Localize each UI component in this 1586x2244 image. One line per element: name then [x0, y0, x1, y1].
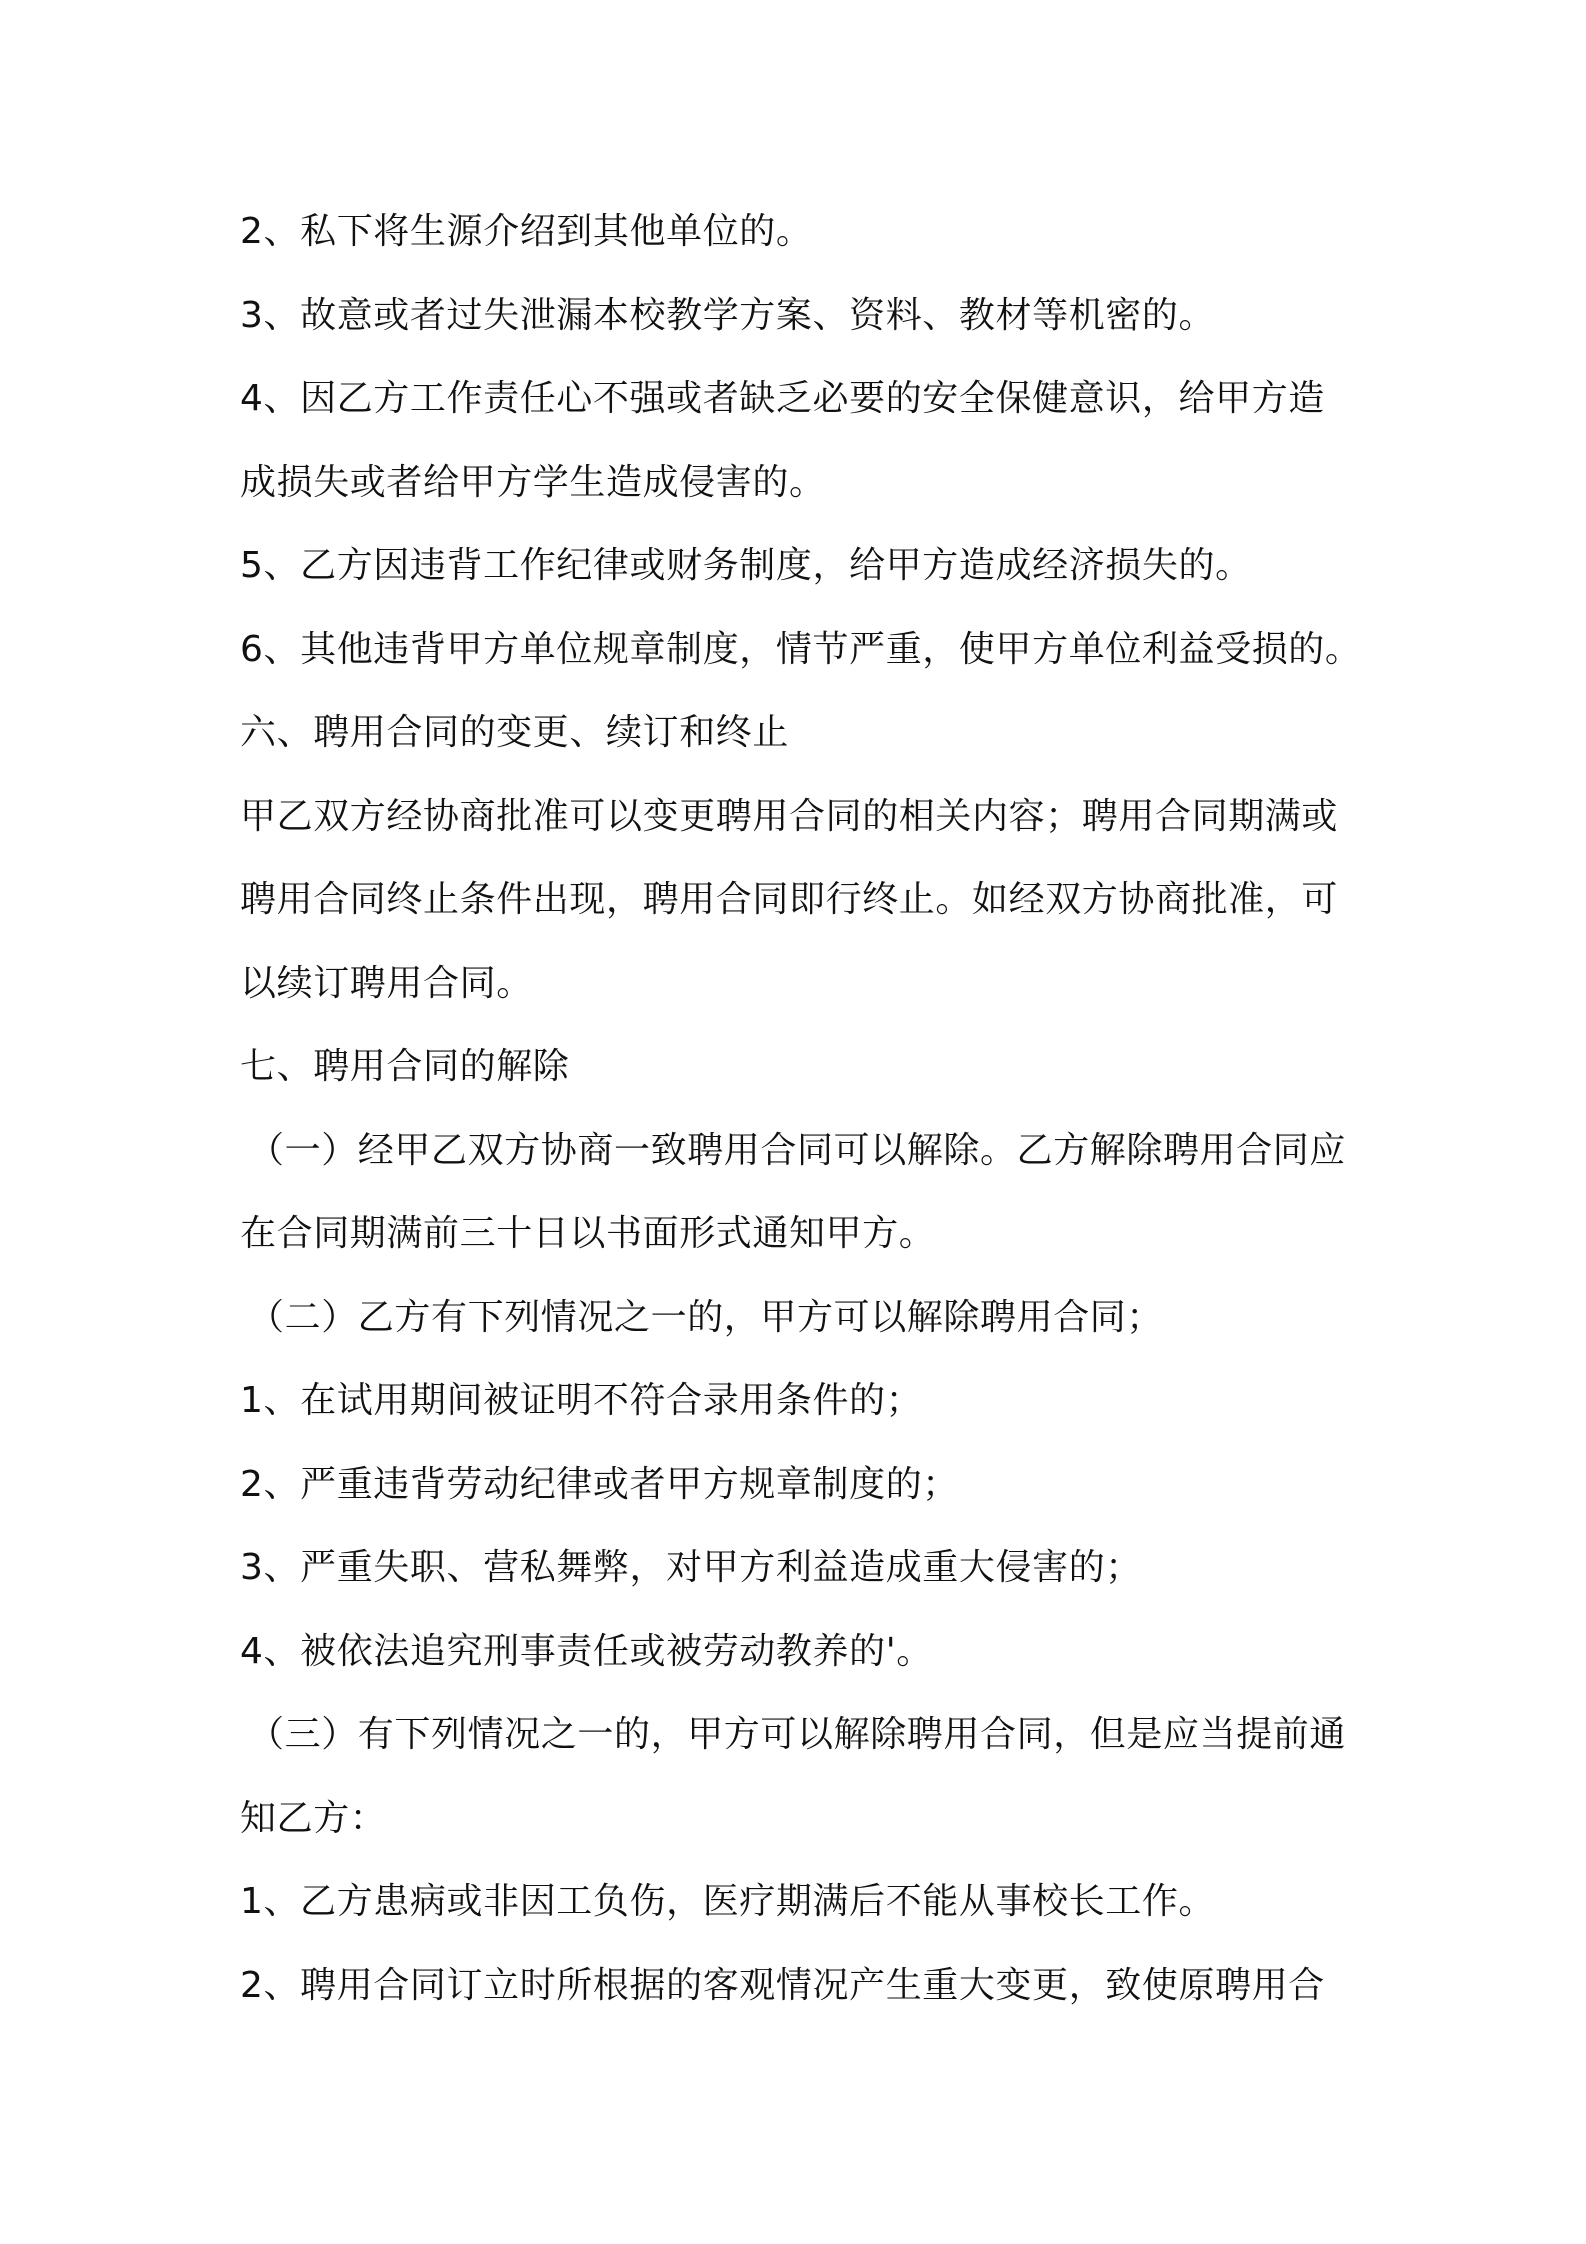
- document-body: [240, 190, 1400, 2027]
- subsection-2-item-4: 4、被依法追究刑事责任或被劳动教养的'。: [240, 1630, 933, 1672]
- clause-item-4-continued: 成损失或者给甲方学生造成侵害的。: [240, 461, 826, 503]
- subsection-1-line-2: 在合同期满前三十日以书面形式通知甲方。: [240, 1213, 936, 1254]
- clause-item-2: 2、私下将生源介绍到其他单位的。: [240, 211, 813, 252]
- section-6-paragraph-line-2: 聘用合同终止条件出现，聘用合同即行终止。如经双方协商批准，可: [240, 879, 1339, 920]
- clause-item-3: 3、故意或者过失泄漏本校教学方案、资料、教材等机密的。: [240, 294, 1216, 336]
- subsection-1-line-1: （一）经甲乙双方协商一致聘用合同可以解除。乙方解除聘用合同应: [248, 1129, 1347, 1171]
- section-heading-7: 七、聘用合同的解除: [240, 1046, 570, 1087]
- clause-item-4: 4、因乙方工作责任心不强或者缺乏必要的安全保健意识，给甲方造: [240, 378, 1325, 419]
- subsection-2-item-2: 2、严重违背劳动纪律或者甲方规章制度的；: [240, 1463, 959, 1505]
- section-6-paragraph-line-3: 以续订聘用合同。: [240, 962, 533, 1004]
- section-6-paragraph-line-1: 甲乙双方经协商批准可以变更聘用合同的相关内容；聘用合同期满或: [240, 795, 1339, 837]
- clause-item-5: 5、乙方因违背工作纪律或财务制度，给甲方造成经济损失的。: [240, 545, 1252, 586]
- subsection-2-heading: （二）乙方有下列情况之一的，甲方可以解除聘用合同；: [248, 1296, 1164, 1338]
- subsection-3-item-1: 1、乙方患病或非因工负伤，医疗期满后不能从事校长工作。: [240, 1881, 1216, 1922]
- subsection-3-heading-line-1: （三）有下列情况之一的，甲方可以解除聘用合同，但是应当提前通: [248, 1714, 1347, 1755]
- section-heading-6: 六、聘用合同的变更、续订和终止: [240, 712, 790, 753]
- subsection-2-item-3: 3、严重失职、营私舞弊，对甲方利益造成重大侵害的；: [240, 1547, 1142, 1588]
- subsection-3-item-2: 2、聘用合同订立时所根据的客观情况产生重大变更，致使原聘用合: [240, 1964, 1325, 2006]
- clause-item-6: 6、其他违背甲方单位规章制度，情节严重，使甲方单位利益受损的。: [240, 628, 1362, 670]
- subsection-3-heading-line-2: 知乙方：: [240, 1797, 387, 1839]
- subsection-2-item-1: 1、在试用期间被证明不符合录用条件的；: [240, 1380, 923, 1421]
